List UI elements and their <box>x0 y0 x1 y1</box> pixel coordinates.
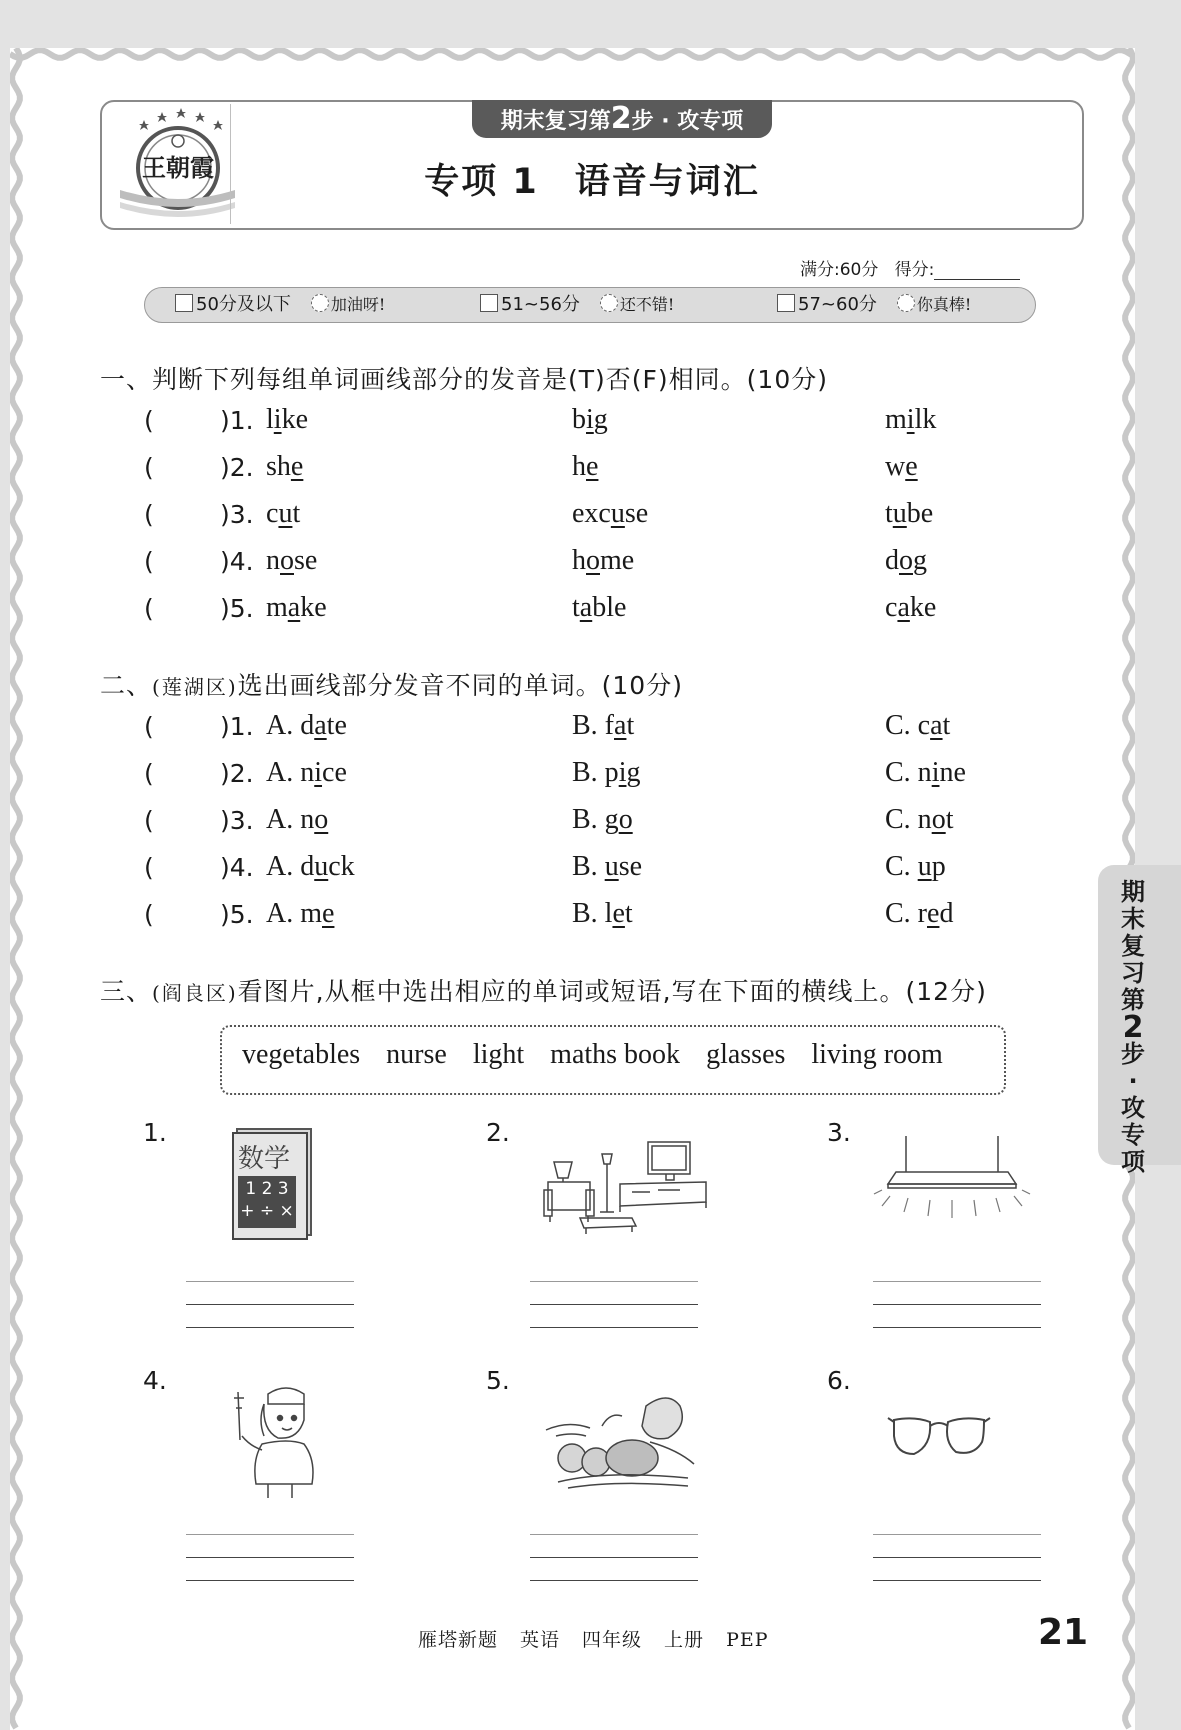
score-blank[interactable] <box>934 261 1020 280</box>
picture-number: 6. <box>827 1366 851 1395</box>
word: C. cat <box>885 710 951 741</box>
word: milk <box>885 404 937 435</box>
page-number: 21 <box>1038 1612 1089 1653</box>
question-row <box>0 453 1181 493</box>
question-number: )5. <box>220 900 254 929</box>
word: home <box>572 545 635 576</box>
underlined-letters: a <box>579 592 593 623</box>
question-number: )1. <box>220 712 254 741</box>
word: cake <box>885 592 937 623</box>
rating-checkbox[interactable] <box>480 294 498 312</box>
underlined-letters: i <box>586 404 594 435</box>
picture-number: 1. <box>143 1118 167 1147</box>
ceiling-light-icon <box>872 1132 1032 1232</box>
answer-bracket-open[interactable]: ( <box>144 806 154 835</box>
answer-bracket-open[interactable]: ( <box>144 759 154 788</box>
question-row <box>0 547 1181 587</box>
underlined-letters: u <box>610 498 625 529</box>
question-row <box>0 594 1181 634</box>
underlined-letters: e <box>612 898 625 929</box>
rating-item: 57~60分 你真棒! <box>777 288 971 322</box>
question-number: )5. <box>220 594 254 623</box>
underlined-letters: u <box>314 851 329 882</box>
word: excuse <box>572 498 649 529</box>
question-number: )1. <box>220 406 254 435</box>
picture-number: 5. <box>486 1366 510 1395</box>
maths-book-icon <box>232 1128 312 1236</box>
word-option: glasses <box>706 1039 786 1070</box>
word-box <box>220 1025 1006 1095</box>
word: A. nice <box>266 757 347 788</box>
word: A. duck <box>266 851 355 882</box>
underlined-letters: e <box>927 898 940 929</box>
underlined-letters: u <box>917 851 932 882</box>
word: C. red <box>885 898 954 929</box>
side-tab <box>1098 865 1181 1176</box>
word: B. go <box>572 804 633 835</box>
word: C. up <box>885 851 946 882</box>
answer-bracket-open[interactable]: ( <box>144 547 154 576</box>
underlined-letters: i <box>618 757 627 788</box>
picture-number: 4. <box>143 1366 167 1395</box>
footer <box>418 1625 791 1652</box>
underlined-letters: o <box>618 804 633 835</box>
word-box-items <box>242 1039 969 1071</box>
underlined-letters: o <box>899 545 913 576</box>
book-line: 1 2 3 <box>245 1179 289 1199</box>
word: dog <box>885 545 927 576</box>
question-row <box>0 806 1181 846</box>
rating-checkbox[interactable] <box>175 294 193 312</box>
section3-heading: 三、(阎良区)看图片,从框中选出相应的单词或短语,写在下面的横线上。(12分) <box>100 977 987 1006</box>
step-suffix: 步 · 攻专项 <box>631 109 744 134</box>
question-number: )4. <box>220 547 254 576</box>
word: make <box>266 592 327 623</box>
rating-item: 50分及以下 加油呀! <box>175 288 385 322</box>
answer-bracket-open[interactable]: ( <box>144 900 154 929</box>
question-row <box>0 712 1181 752</box>
answer-lines[interactable] <box>530 1259 698 1328</box>
underlined-letters: i <box>273 404 282 435</box>
underlined-letters: a <box>897 592 910 623</box>
word: C. nine <box>885 757 966 788</box>
side-tab-text: 期 末 复 习 第 2 步 · 攻 专 项 <box>1121 878 1145 1176</box>
word: B. fat <box>572 710 635 741</box>
answer-bracket-open[interactable]: ( <box>144 853 154 882</box>
answer-bracket-open[interactable]: ( <box>144 712 154 741</box>
got-score-label: 得分: <box>894 260 935 280</box>
answer-bracket-open[interactable]: ( <box>144 406 154 435</box>
underlined-letters: e <box>586 451 599 482</box>
word-option: nurse <box>386 1039 447 1070</box>
underlined-letters: i <box>314 757 323 788</box>
picture-number: 3. <box>827 1118 851 1147</box>
question-row <box>0 759 1181 799</box>
nurse-icon <box>228 1380 320 1500</box>
title-left: 专项 1 <box>424 162 539 202</box>
glasses-icon <box>886 1410 992 1464</box>
word: table <box>572 592 627 623</box>
district-label: (莲湖区) <box>152 675 238 699</box>
underlined-letters: o <box>931 804 946 835</box>
question-row <box>0 853 1181 893</box>
section2-heading: 二、(莲湖区)选出画线部分发音不同的单词。(10分) <box>100 671 683 700</box>
underlined-letters: a <box>614 710 627 741</box>
rating-checkbox[interactable] <box>777 294 795 312</box>
word: B. let <box>572 898 633 929</box>
page-title <box>102 154 1082 204</box>
picture-number: 2. <box>486 1118 510 1147</box>
book-title: 数学 <box>238 1144 291 1174</box>
underlined-letters: a <box>314 710 327 741</box>
word: cut <box>266 498 301 529</box>
answer-bracket-open[interactable]: ( <box>144 453 154 482</box>
word: B. use <box>572 851 643 882</box>
answer-lines[interactable] <box>873 1512 1041 1581</box>
word-option: living room <box>811 1039 943 1070</box>
smiley-icon <box>311 294 329 312</box>
word: A. me <box>266 898 335 929</box>
question-number: )3. <box>220 500 254 529</box>
question-number: )2. <box>220 759 254 788</box>
underlined-letters: u <box>278 498 293 529</box>
header-banner <box>100 100 1084 230</box>
step-prefix: 期末复习第 <box>500 109 611 134</box>
answer-lines[interactable] <box>530 1512 698 1581</box>
smiley-icon <box>897 294 915 312</box>
title-right: 语音与词汇 <box>574 162 760 202</box>
question-number: )3. <box>220 806 254 835</box>
vegetables-icon <box>538 1386 700 1496</box>
underlined-letters: a <box>287 592 301 623</box>
question-number: )4. <box>220 853 254 882</box>
living-room-icon <box>540 1132 710 1236</box>
answer-lines[interactable] <box>186 1259 354 1328</box>
underlined-letters: u <box>604 851 619 882</box>
rating-item: 51~56分 还不错! <box>480 288 674 322</box>
underlined-letters: u <box>892 498 907 529</box>
underlined-letters: a <box>930 710 943 741</box>
answer-bracket-open[interactable]: ( <box>144 594 154 623</box>
footer-series: 雁塔新题 <box>418 1629 499 1651</box>
word: B. pig <box>572 757 641 788</box>
word-option: light <box>472 1039 525 1070</box>
underlined-letters: i <box>931 757 940 788</box>
answer-lines[interactable] <box>873 1259 1041 1328</box>
footer-edition: PEP <box>726 1629 769 1651</box>
answer-lines[interactable] <box>186 1512 354 1581</box>
footer-volume: 上册 <box>664 1629 705 1651</box>
footer-grade: 四年级 <box>582 1629 643 1651</box>
underlined-letters: i <box>906 404 915 435</box>
underlined-letters: o <box>280 545 294 576</box>
word: A. date <box>266 710 347 741</box>
word: C. not <box>885 804 954 835</box>
word: A. no <box>266 804 329 835</box>
rating-bar <box>144 287 1036 323</box>
word: he <box>572 451 599 482</box>
question-row <box>0 900 1181 940</box>
footer-subject: 英语 <box>520 1629 561 1651</box>
smiley-icon <box>600 294 618 312</box>
word: we <box>885 451 918 482</box>
step-tab <box>472 100 772 138</box>
score-line <box>800 255 1020 280</box>
underlined-letters: e <box>905 451 918 482</box>
book-line: + ÷ × <box>240 1201 294 1221</box>
section1-heading: 一、判断下列每组单词画线部分的发音是(T)否(F)相同。(10分) <box>100 365 828 394</box>
question-row <box>0 406 1181 446</box>
question-number: )2. <box>220 453 254 482</box>
word-option: vegetables <box>242 1039 361 1070</box>
underlined-letters: o <box>586 545 600 576</box>
word: nose <box>266 545 318 576</box>
question-row <box>0 500 1181 540</box>
answer-bracket-open[interactable]: ( <box>144 500 154 529</box>
underlined-letters: o <box>314 804 329 835</box>
word: like <box>266 404 308 435</box>
full-score-label: 满分:60分 <box>800 260 879 280</box>
underlined-letters: e <box>322 898 335 929</box>
word: big <box>572 404 608 435</box>
underlined-letters: e <box>290 451 304 482</box>
word: tube <box>885 498 934 529</box>
word: she <box>266 451 304 482</box>
step-number: 2 <box>610 101 632 136</box>
svg-text:王朝霞: 王朝霞 <box>142 153 214 182</box>
district-label: (阎良区) <box>152 981 238 1005</box>
word-option: maths book <box>550 1039 681 1070</box>
